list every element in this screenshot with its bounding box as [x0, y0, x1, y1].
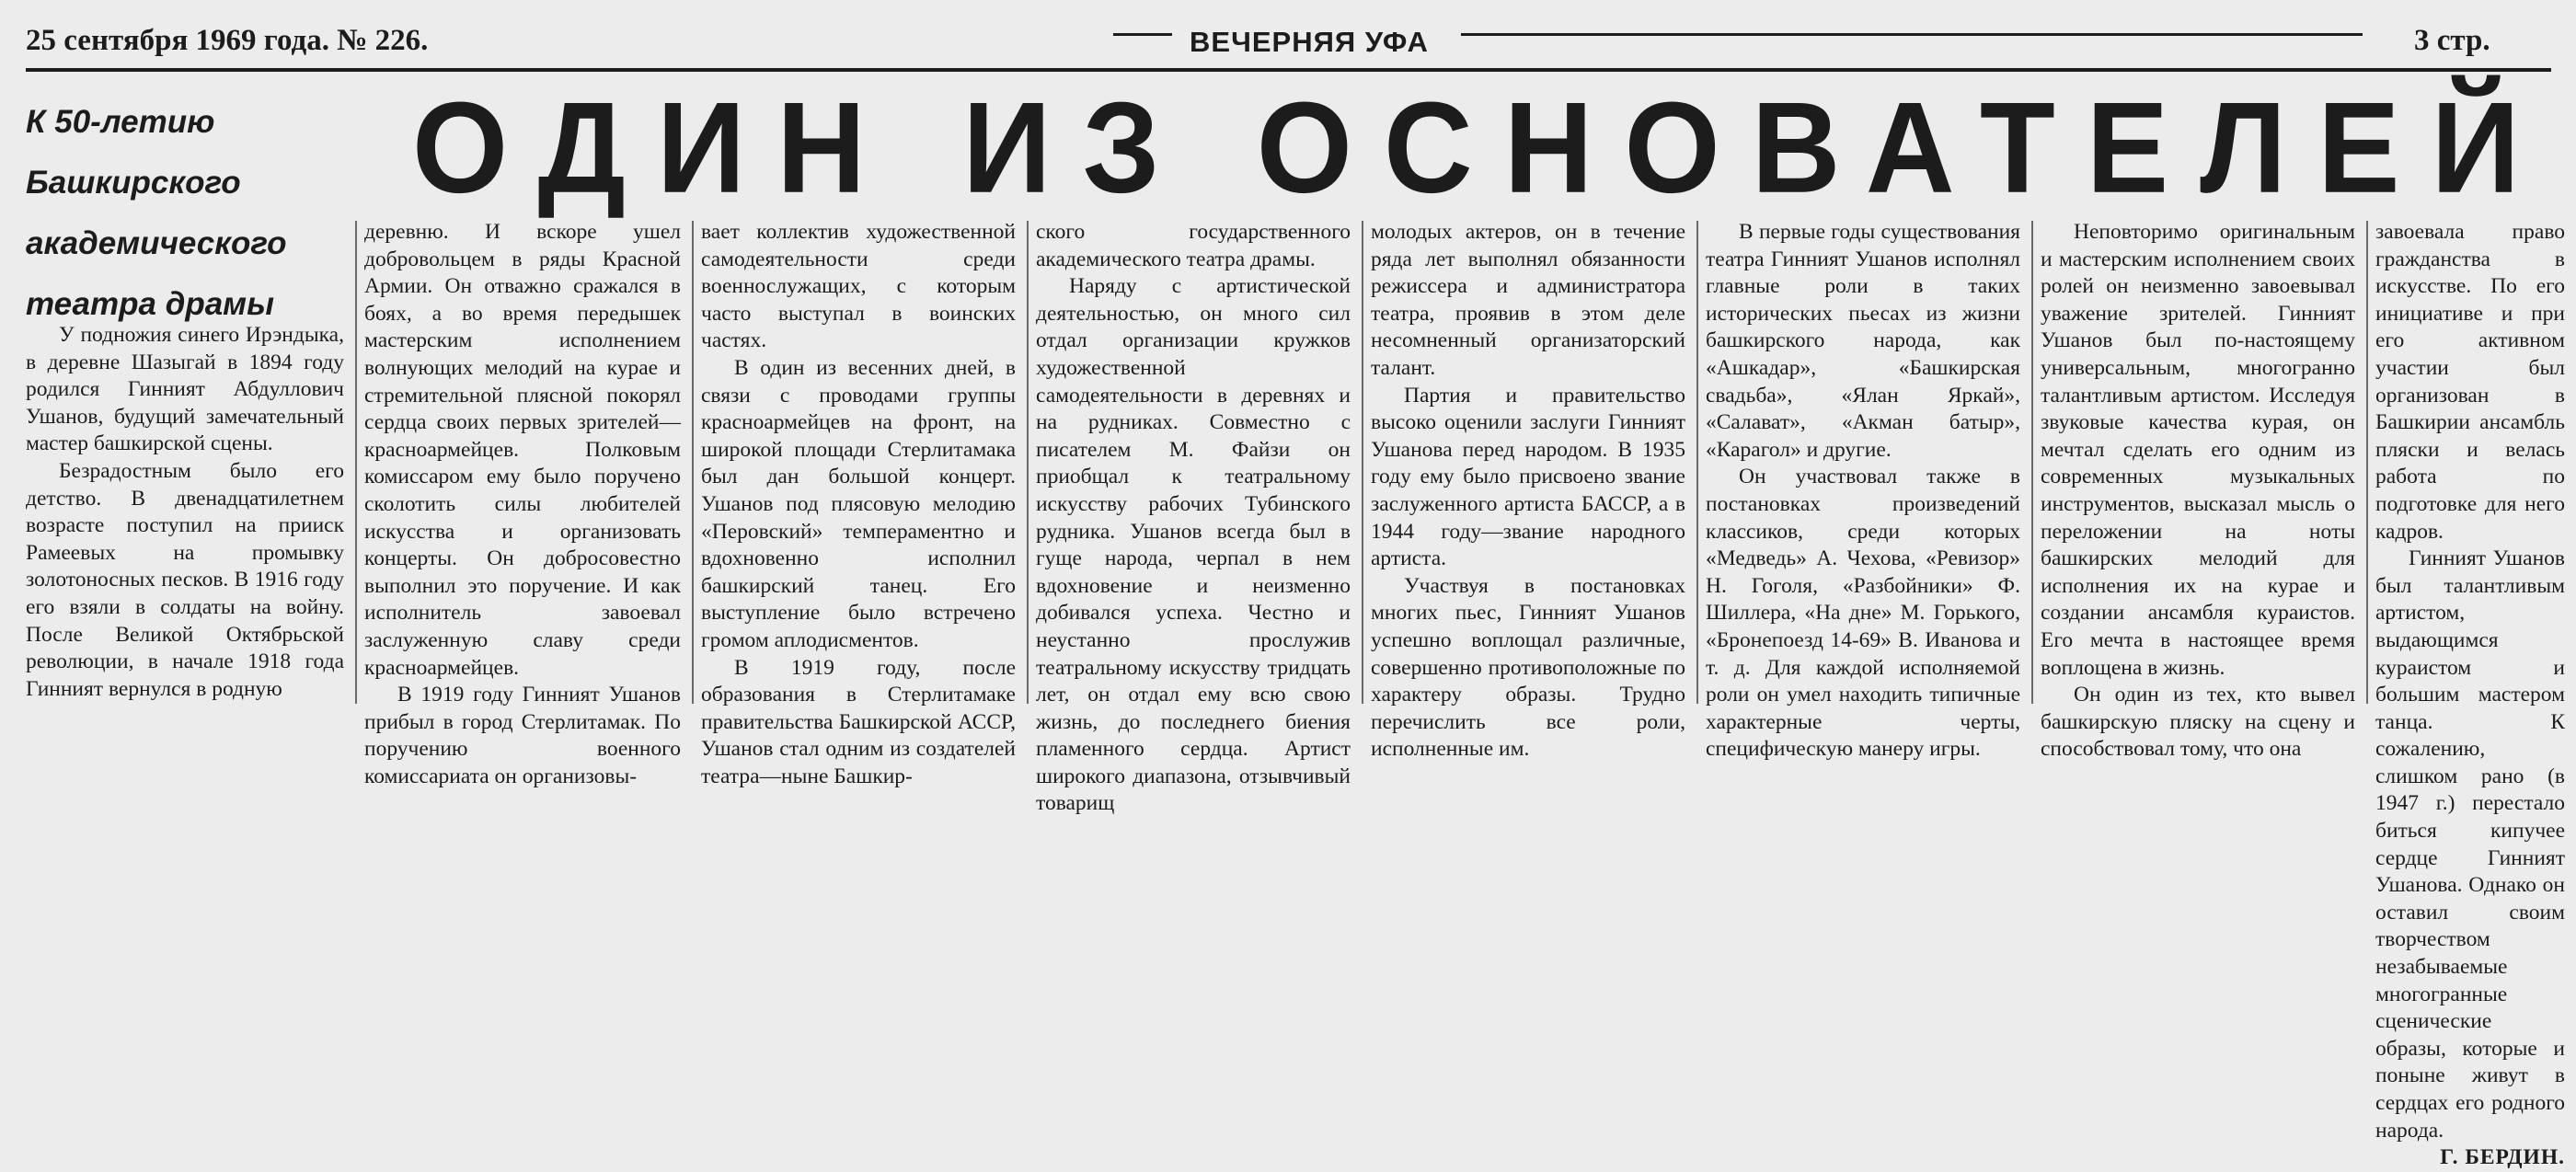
paragraph: завоевала право гражданства в искусстве. По его инициативе и при его активном участии был организован в Башкирии ансамбль пляски и велась работа по подготовке для него кадров.	[2375, 220, 2565, 544]
paragraph: В 1919 году, после образования в Стерлитамаке правительства Башкирской АССР, Ушанов стал одним из создателей театра—ныне Башкир-	[701, 655, 1016, 788]
column-divider	[1362, 221, 1363, 704]
rubric-line: Башкирского	[26, 165, 241, 201]
article-column-7	[2041, 219, 2355, 762]
paragraph: Неповторимо оригинальным и мастерским исполнением своих ролей он неизменно завоевывал уважение зрителей. Гинният Ушанов был по-настоящему универсальным, многогранно талантливым артистом. Исследуя звуковые качества курая, он мечтал сделать его одним из современных музыкальных инструментов, высказал мысль о переложении на ноты башкирских мелодий для исполнения их на курае и создании ансамбля кураистов. Его мечта в настоящее время воплощена в жизнь.	[2041, 220, 2355, 680]
paragraph: Партия и правительство высоко оценили заслуги Гинният Ушанова перед народом. В 1935 году ему было присвоено звание заслуженного артиста БАССР, а в 1944 году—звание народного артиста.	[1371, 383, 1685, 571]
paragraph: деревню. И вскоре ушел добровольцем в ряды Красной Армии. Он отважно сражался в боях, а во время передышек мастерским исполнением волнующих мелодий на курае и стремительной плясной покорял сердца своих первых зрителей—красноармейцев. Полковым комиссаром ему было поручено сколотить силы любителей искусства и организовать концерты. Он добросовестно выполнил это поручение. И как исполнитель завоевал заслуженную славу среди красноармейцев.	[364, 220, 681, 680]
author-signature: Г. БЕРДИН.	[2440, 1145, 2565, 1170]
masthead-rule-left	[1113, 33, 1172, 36]
paragraph: Наряду с артистической деятельностью, он много сил отдал организации кружков художественной самодеятельности в деревнях и на рудниках. Совместно с писателем М. Файзи он приобщал к театральному искусству рабочих Тубинского рудника. Ушанов всегда был в гуще народа, черпал в нем вдохновение и неизменно добивался успеха. Честно и неустанно прослужив театральному искусству тридцать лет, он отдал ему всю свою жизнь, до последнего биения пламенного сердца. Артист широкого диапазона, отзывчивый товарищ	[1036, 274, 1351, 816]
article-column-1	[26, 322, 344, 704]
masthead-divider	[26, 68, 2551, 72]
column-divider	[2366, 221, 2368, 704]
paragraph: В первые годы существования театра Гинният Ушанов исполнял главные роли в таких исторических пьесах из жизни башкирского народа, как «Ашкадар», «Башкирская свадьба», «Ялан Яркай», «Салават», «Акман батыр», «Карагол» и другие.	[1706, 220, 2020, 462]
newspaper-title: ВЕЧЕРНЯЯ УФА	[1190, 26, 1429, 58]
article-column-3	[701, 219, 1016, 788]
column-divider	[2031, 221, 2033, 704]
paragraph: В 1919 году Гинният Ушанов прибыл в город Стерлитамак. По поручению военного комиссариата он организовы-	[364, 683, 681, 788]
column-divider	[355, 221, 357, 704]
paragraph: молодых актеров, он в течение ряда лет выполнял обязанности режиссера и администратора театра, проявив в этом деле несомненный организаторский талант.	[1371, 220, 1685, 380]
article-column-2	[364, 219, 681, 788]
issue-date: 25 сентября 1969 года. № 226.	[26, 24, 429, 57]
rubric-line: театра драмы	[26, 286, 274, 322]
paragraph: вает коллектив художественной самодеятельности среди военнослужащих, с которым часто выступал в воинских частях.	[701, 220, 1016, 353]
paragraph: Гинният Ушанов был талантливым артистом, выдающимся кураистом и большим мастером танца. К сожалению, слишком рано (в 1947 г.) перестало биться кипучее сердце Гинният Ушанова. Однако он оставил своим творчеством незабываемые многогранные сценические образы, которые и поныне живут в сердцах его родного народа.	[2375, 546, 2565, 1143]
column-divider	[692, 221, 694, 704]
paragraph: Участвуя в постановках многих пьес, Гинният Ушанов успешно воплощал различные, совершенно противоположные по характеру образы. Трудно перечислить все роли, исполненные им.	[1371, 573, 1685, 762]
paragraph: ского государственного академического театра драмы.	[1036, 220, 1351, 271]
rubric-line: академического	[26, 225, 287, 261]
rubric-line: К 50-летию	[26, 104, 215, 140]
page-number: 3 стр.	[2414, 24, 2490, 57]
column-divider	[1027, 221, 1029, 704]
paragraph: Он один из тех, кто вывел башкирскую пляску на сцену и способствовал тому, что она	[2041, 683, 2355, 762]
column-divider	[1696, 221, 1698, 704]
paragraph: Он участвовал также в постановках произведений классиков, среди которых «Медведь» А. Чехова, «Ревизор» Н. Гоголя, «Разбойники» Ф. Шиллера, «На дне» М. Горького, «Бронепоезд 14-69» В. Иванова и т. д. Для каждой исполняемой роли он умел находить типичные характерные черты, специфическую манеру игры.	[1706, 465, 2020, 762]
article-column-5	[1371, 219, 1685, 762]
paragraph: В один из весенних дней, в связи с проводами группы красноармейцев на фронт, на широкой площади Стерлитамака был дан большой концерт. Ушанов под плясовую мелодию «Перовский» темпераментно и вдохновенно исполнил башкирский танец. Его выступление было встречено громом аплодисментов.	[701, 355, 1016, 652]
article-column-8	[2375, 219, 2565, 1170]
masthead-rule-right	[1461, 33, 2363, 36]
rubric	[26, 92, 339, 335]
paragraph: У подножия синего Ирэндыка, в деревне Шазыгай в 1894 году родился Гинният Абдуллович Ушанов, будущий замечательный мастер башкирской сцены.	[26, 323, 344, 456]
article-column-4	[1036, 219, 1351, 816]
article-column-6	[1706, 219, 2020, 762]
article-headline: ОДИН ИЗ ОСНОВАТЕЛЕЙ	[412, 75, 2551, 221]
masthead	[26, 17, 2565, 66]
paragraph: Безрадостным было его детство. В двенадцатилетнем возрасте поступил на прииск Рамеевых на промывку золотоносных песков. В 1916 году его взяли в солдаты на войну. После Великой Октябрьской революции, в начале 1918 года Гинният вернулся в родную	[26, 458, 344, 701]
